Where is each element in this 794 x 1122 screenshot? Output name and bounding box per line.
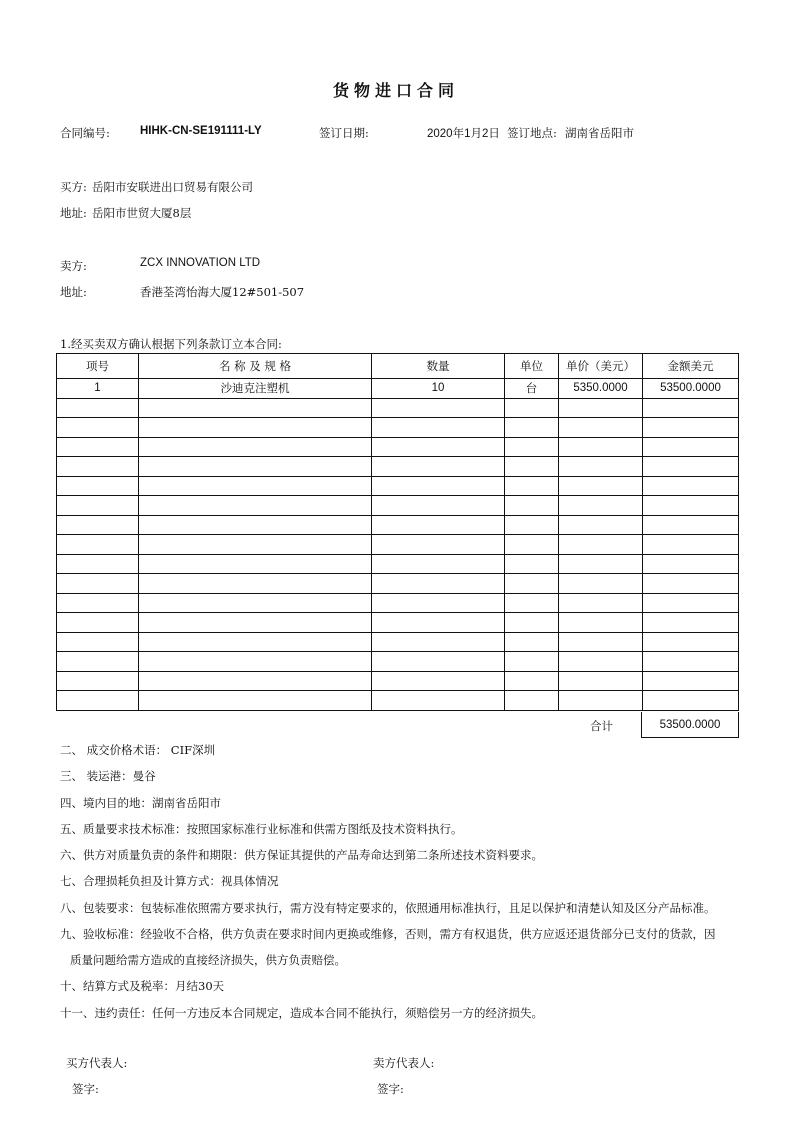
cell-item-qty xyxy=(372,515,505,535)
cell-item-qty xyxy=(372,496,505,516)
cell-item-unit xyxy=(505,691,559,711)
cell-item-unit xyxy=(505,457,559,477)
cell-item-unit xyxy=(505,554,559,574)
goods-table xyxy=(56,353,739,711)
cell-item-price xyxy=(559,418,643,438)
cell-item-price xyxy=(559,476,643,496)
cell-item-qty xyxy=(372,418,505,438)
cell-item-name xyxy=(139,535,372,555)
header-item-qty: 数量 xyxy=(372,354,505,379)
cell-item-qty xyxy=(372,632,505,652)
cell-item-name xyxy=(139,691,372,711)
cell-item-qty: 10 xyxy=(372,379,505,399)
table-header-row xyxy=(57,354,739,379)
cell-item-qty xyxy=(372,593,505,613)
cell-item-name xyxy=(139,437,372,457)
clause-10: 质量问题给需方造成的直接经济损失，供方负责赔偿。 xyxy=(70,953,346,967)
buyer-addr-label: 地址: xyxy=(60,206,87,220)
cell-item-no xyxy=(57,476,139,496)
clause-12: 十一、违约责任：任何一方违反本合同规定，造成本合同不能执行，须赔偿另一方的经济损失。 xyxy=(60,1006,543,1020)
cell-item-unit xyxy=(505,496,559,516)
table-row xyxy=(57,593,739,613)
table-row xyxy=(57,632,739,652)
cell-item-no xyxy=(57,671,139,691)
cell-item-amount xyxy=(643,515,739,535)
table-row xyxy=(57,554,739,574)
cell-item-no xyxy=(57,515,139,535)
cell-item-amount xyxy=(643,398,739,418)
cell-item-name xyxy=(139,593,372,613)
cell-item-amount xyxy=(643,554,739,574)
cell-item-price xyxy=(559,535,643,555)
table-row xyxy=(57,613,739,633)
cell-item-price xyxy=(559,671,643,691)
cell-item-price xyxy=(559,613,643,633)
total-label: 合计 xyxy=(590,719,613,733)
cell-item-name xyxy=(139,554,372,574)
clause-5: 五、质量要求技术标准：按照国家标准行业标准和供需方图纸及技术资料执行。 xyxy=(60,822,463,836)
header-item-price: 单价（美元） xyxy=(559,354,643,379)
cell-item-amount xyxy=(643,632,739,652)
cell-item-qty xyxy=(372,476,505,496)
cell-item-unit xyxy=(505,437,559,457)
table-row xyxy=(57,437,739,457)
table-row xyxy=(57,574,739,594)
contract-no-label: 合同编号: xyxy=(60,126,110,140)
cell-item-price xyxy=(559,437,643,457)
cell-item-qty xyxy=(372,457,505,477)
clause-8: 八、包装要求：包装标准依照需方要求执行，需方没有特定要求的，依照通用标准执行，且足以保护和清楚认知及区分产品标准。 xyxy=(60,901,716,915)
clause-3: 三、 装运港：曼谷 xyxy=(60,769,156,783)
header-item-no: 项号 xyxy=(57,354,139,379)
cell-item-qty xyxy=(372,691,505,711)
cell-item-no xyxy=(57,437,139,457)
cell-item-no xyxy=(57,574,139,594)
table-row xyxy=(57,671,739,691)
cell-item-price xyxy=(559,554,643,574)
cell-item-name xyxy=(139,457,372,477)
cell-item-amount xyxy=(643,613,739,633)
cell-item-qty xyxy=(372,398,505,418)
cell-item-no xyxy=(57,632,139,652)
table-row xyxy=(57,515,739,535)
cell-item-price xyxy=(559,496,643,516)
cell-item-unit xyxy=(505,632,559,652)
table-row xyxy=(57,652,739,672)
cell-item-amount: 53500.0000 xyxy=(643,379,739,399)
cell-item-qty xyxy=(372,554,505,574)
table-row xyxy=(57,379,739,399)
seller-rep-label: 卖方代表人: xyxy=(373,1056,435,1070)
cell-item-name: 沙迪克注塑机 xyxy=(139,379,372,399)
seller-sign-label: 签字: xyxy=(377,1082,404,1096)
cell-item-no xyxy=(57,652,139,672)
cell-item-qty xyxy=(372,535,505,555)
table-row xyxy=(57,535,739,555)
cell-item-price xyxy=(559,691,643,711)
cell-item-price xyxy=(559,398,643,418)
page-title: 货物进口合同 xyxy=(333,81,460,100)
cell-item-unit xyxy=(505,535,559,555)
cell-item-unit: 台 xyxy=(505,379,559,399)
cell-item-name xyxy=(139,496,372,516)
clause-7: 七、合理损耗负担及计算方式：视具体情况 xyxy=(60,874,279,888)
total-value: 53500.0000 xyxy=(641,712,739,738)
cell-item-no xyxy=(57,457,139,477)
buyer-addr: 岳阳市世贸大厦8层 xyxy=(92,206,192,220)
cell-item-unit xyxy=(505,418,559,438)
contract-no: HIHK-CN-SE191111-LY xyxy=(140,125,262,137)
cell-item-unit xyxy=(505,574,559,594)
cell-item-unit xyxy=(505,613,559,633)
cell-item-no xyxy=(57,554,139,574)
cell-item-qty xyxy=(372,671,505,691)
cell-item-name xyxy=(139,613,372,633)
table-row xyxy=(57,457,739,477)
table-row xyxy=(57,476,739,496)
cell-item-no xyxy=(57,613,139,633)
cell-item-no xyxy=(57,691,139,711)
cell-item-no xyxy=(57,398,139,418)
seller-label: 卖方: xyxy=(60,259,87,273)
cell-item-unit xyxy=(505,515,559,535)
cell-item-name xyxy=(139,671,372,691)
cell-item-no xyxy=(57,496,139,516)
cell-item-amount xyxy=(643,418,739,438)
clause-2: 二、 成交价格术语： CIF深圳 xyxy=(60,743,216,757)
cell-item-amount xyxy=(643,574,739,594)
seller-name: ZCX INNOVATION LTD xyxy=(140,257,261,269)
cell-item-name xyxy=(139,574,372,594)
cell-item-unit xyxy=(505,476,559,496)
cell-item-amount xyxy=(643,691,739,711)
table-row xyxy=(57,398,739,418)
cell-item-price xyxy=(559,632,643,652)
cell-item-no xyxy=(57,418,139,438)
cell-item-qty xyxy=(372,574,505,594)
cell-item-amount xyxy=(643,652,739,672)
cell-item-amount xyxy=(643,535,739,555)
cell-item-price xyxy=(559,574,643,594)
cell-item-amount xyxy=(643,593,739,613)
clause-1: 1.经买卖双方确认根据下列条款订立本合同: xyxy=(60,337,282,351)
cell-item-price: 5350.0000 xyxy=(559,379,643,399)
clause-11: 十、结算方式及税率：月结30天 xyxy=(60,979,225,993)
cell-item-unit xyxy=(505,671,559,691)
cell-item-unit xyxy=(505,652,559,672)
buyer-rep-label: 买方代表人: xyxy=(66,1056,128,1070)
cell-item-amount xyxy=(643,496,739,516)
clause-6: 六、供方对质量负责的条件和期限：供方保证其提供的产品寿命达到第二条所述技术资料要求。 xyxy=(60,848,543,862)
clause-4: 四、境内目的地：湖南省岳阳市 xyxy=(60,796,221,810)
buyer-name: 岳阳市安联进出口贸易有限公司 xyxy=(92,180,253,194)
cell-item-qty xyxy=(372,613,505,633)
cell-item-name xyxy=(139,652,372,672)
cell-item-amount xyxy=(643,476,739,496)
sign-date-label: 签订日期: xyxy=(319,126,369,140)
cell-item-unit xyxy=(505,398,559,418)
cell-item-name xyxy=(139,398,372,418)
sign-date: 2020年1月2日 xyxy=(427,128,500,140)
cell-item-qty xyxy=(372,652,505,672)
buyer-label: 买方: xyxy=(60,180,87,194)
cell-item-no xyxy=(57,593,139,613)
buyer-sign-label: 签字: xyxy=(72,1082,99,1096)
table-row xyxy=(57,418,739,438)
header-item-amount: 金额美元 xyxy=(643,354,739,379)
cell-item-name xyxy=(139,476,372,496)
cell-item-price xyxy=(559,593,643,613)
cell-item-no xyxy=(57,535,139,555)
header-item-unit: 单位 xyxy=(505,354,559,379)
cell-item-price xyxy=(559,652,643,672)
cell-item-price xyxy=(559,515,643,535)
cell-item-amount xyxy=(643,457,739,477)
header-item-name: 名 称 及 规 格 xyxy=(139,354,372,379)
cell-item-name xyxy=(139,418,372,438)
cell-item-no: 1 xyxy=(57,379,139,399)
cell-item-amount xyxy=(643,437,739,457)
seller-addr: 香港荃湾怡海大厦12#501-507 xyxy=(140,285,305,299)
seller-addr-label: 地址: xyxy=(60,285,87,299)
sign-place: 湖南省岳阳市 xyxy=(565,126,634,140)
cell-item-name xyxy=(139,632,372,652)
clause-9: 九、验收标准：经验收不合格，供方负责在要求时间内更换或维修，否则，需方有权退货，供方应返还退货部分已支付的货款，因 xyxy=(60,927,716,941)
cell-item-price xyxy=(559,457,643,477)
sign-place-label: 签订地点: xyxy=(507,126,557,140)
table-row xyxy=(57,496,739,516)
cell-item-amount xyxy=(643,671,739,691)
cell-item-name xyxy=(139,515,372,535)
cell-item-unit xyxy=(505,593,559,613)
cell-item-qty xyxy=(372,437,505,457)
table-row xyxy=(57,691,739,711)
